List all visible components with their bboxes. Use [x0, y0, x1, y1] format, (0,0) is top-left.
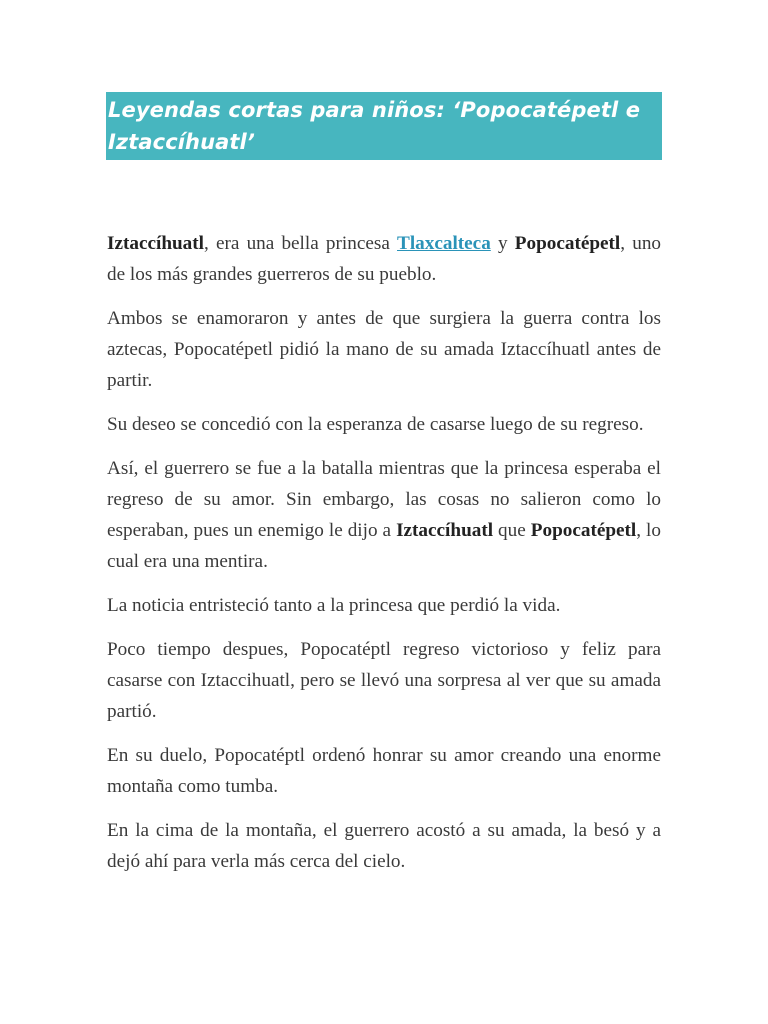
- paragraph-4: [107, 453, 661, 577]
- paragraph-5: La noticia entristeció tanto a la princesa que perdió la vida.: [107, 595, 561, 616]
- paragraph-4-text-a: Así, el guerrero se fue a la batalla mientras que la princesa esperaba el regreso de su amor. Sin embargo, las cosas no salieron como lo esperaban, pues un enemigo le dijo a: [107, 458, 661, 541]
- name-iztaccihuatl: Iztaccíhuatl: [107, 233, 204, 254]
- title-banner: [106, 92, 662, 160]
- paragraph-2: Ambos se enamoraron y antes de que surgiera la guerra contra los aztecas, Popocatépetl pidió la mano de su amada Iztaccíhuatl antes de partir.: [107, 308, 661, 391]
- paragraph-1-text-c: , uno de los más grandes guerreros de su pueblo.: [107, 233, 662, 285]
- page-title: Leyendas cortas para niños: ‘Popocatépetl e Iztaccíhuatl’: [108, 98, 641, 154]
- paragraph-8: En la cima de la montaña, el guerrero acostó a su amada, la besó y a dejó ahí para verla más cerca del cielo.: [107, 820, 661, 872]
- paragraph-7: En su duelo, Popocatéptl ordenó honrar su amor creando una enorme montaña como tumba.: [107, 745, 661, 797]
- tlaxcalteca-link[interactable]: Tlaxcalteca: [397, 233, 491, 254]
- name-popocatepetl: Popocatépetl: [514, 233, 621, 254]
- paragraph-3: Su deseo se concedió con la esperanza de casarse luego de su regreso.: [107, 414, 644, 435]
- name-iztaccihuatl: Iztaccíhuatl: [396, 520, 494, 541]
- paragraph-1-text-a: , era una bella princesa: [204, 233, 398, 254]
- paragraph-4-text-b: que: [493, 520, 531, 541]
- paragraph-6: Poco tiempo despues, Popocatéptl regreso victorioso y feliz para casarse con Iztaccihuatl, pero se llevó una sorpresa al ver que su amada partió.: [107, 639, 661, 722]
- article-body: [107, 228, 661, 890]
- paragraph-1-text-b: y: [490, 233, 515, 254]
- paragraph-1: [107, 228, 661, 290]
- name-popocatepetl: Popocatépetl: [530, 520, 637, 541]
- paragraph-4-text-c: , lo cual era una mentira.: [107, 520, 661, 572]
